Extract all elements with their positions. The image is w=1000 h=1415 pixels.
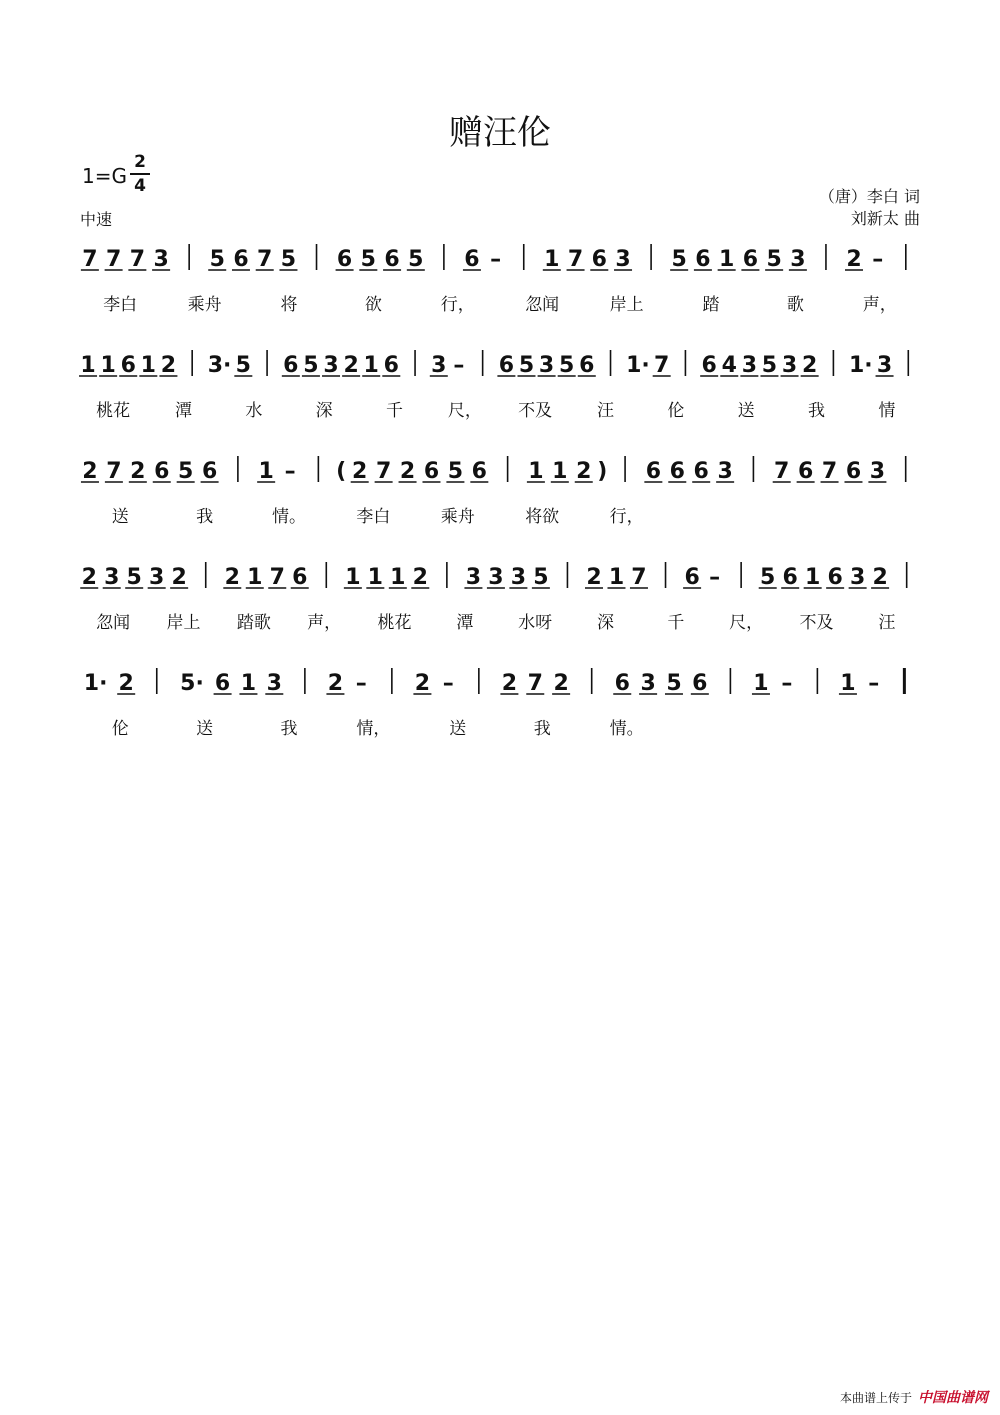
- lyric: 声，: [862, 295, 897, 315]
- note: 3: [431, 353, 447, 378]
- lyric: 情: [878, 401, 896, 421]
- note: 6: [684, 565, 700, 590]
- note: 1: [528, 459, 544, 484]
- note: 3: [849, 565, 866, 590]
- lyric: 尺，: [447, 401, 482, 421]
- note: 7: [567, 247, 584, 272]
- note: 3: [510, 565, 527, 590]
- footer-text: 本曲谱上传于: [839, 1390, 912, 1405]
- note: 6: [695, 247, 711, 272]
- note: 7: [257, 247, 273, 272]
- time-signature-top: 2: [134, 152, 146, 172]
- note: 1·: [848, 353, 873, 378]
- lyric: 送: [111, 507, 129, 527]
- note: 6: [233, 247, 249, 272]
- note: 6: [383, 353, 399, 378]
- lyric: 尺，: [729, 613, 764, 633]
- time-signature-bottom: 4: [134, 176, 146, 196]
- lyric: 不及: [518, 401, 553, 421]
- note: 1: [805, 565, 821, 590]
- note: 2: [553, 671, 569, 696]
- note: 6: [614, 671, 630, 696]
- note: 3: [876, 353, 893, 378]
- site-logo: 中国曲谱网: [918, 1390, 988, 1406]
- lyric: 情。: [272, 507, 306, 527]
- lyric: 将: [280, 295, 298, 315]
- note: 7: [654, 353, 670, 378]
- note: 6: [591, 247, 607, 272]
- note: 6: [692, 671, 708, 696]
- note: 5·: [180, 671, 204, 696]
- lyric: 乘舟: [440, 507, 475, 527]
- dash-note: –: [868, 671, 880, 696]
- lyric: 踏歌: [236, 613, 271, 633]
- note: 5: [559, 353, 575, 378]
- note: 3: [323, 353, 339, 378]
- note: 2: [171, 565, 187, 590]
- note: 2: [327, 671, 344, 696]
- note: 2: [412, 565, 428, 590]
- note: 7: [821, 459, 838, 484]
- note: 6: [292, 565, 308, 590]
- note: 6: [669, 459, 685, 484]
- lyric: 岸上: [609, 295, 644, 315]
- note: 1: [345, 565, 361, 590]
- lyric: 我: [196, 507, 214, 527]
- note: 2: [801, 353, 818, 378]
- note: 5: [235, 353, 251, 378]
- note: 7: [375, 459, 392, 484]
- lyric: 汪: [878, 613, 896, 633]
- footer: [840, 1387, 988, 1407]
- note: 3: [538, 353, 555, 378]
- note: 7: [631, 565, 647, 590]
- note: 5: [303, 353, 319, 378]
- note: 5: [209, 247, 225, 272]
- note: 1: [552, 459, 568, 484]
- lyric: 李白: [356, 507, 391, 527]
- lyric: 送: [737, 401, 755, 421]
- bracket: ): [597, 459, 608, 484]
- dash-note: –: [453, 353, 465, 378]
- note: 6: [214, 671, 231, 696]
- lyric: 水呀: [518, 613, 553, 633]
- note: 7: [527, 671, 543, 696]
- lyric: 乘舟: [187, 295, 222, 315]
- note: 4: [721, 353, 737, 378]
- note: 3·: [207, 353, 232, 378]
- lyric: 声，: [307, 613, 342, 633]
- lyric: 千: [667, 613, 685, 633]
- note: 2: [501, 671, 518, 696]
- lyric: 潭: [175, 401, 192, 421]
- composer-credit: 刘新太 曲: [850, 209, 920, 228]
- note: 2: [224, 565, 240, 590]
- note: 5: [360, 247, 376, 272]
- note: 6: [336, 247, 353, 272]
- note: 5: [671, 247, 687, 272]
- note: 7: [82, 247, 98, 272]
- lyric: 我: [280, 719, 298, 739]
- note: 6: [645, 459, 662, 484]
- note: 1: [363, 353, 379, 378]
- lyric: 千: [386, 401, 403, 421]
- note: 6: [701, 353, 717, 378]
- lyric: 行，: [440, 295, 475, 315]
- note: 1: [140, 353, 156, 378]
- note: 3: [615, 247, 631, 272]
- note: 3: [640, 671, 656, 696]
- note: 6: [120, 353, 136, 378]
- note: 2: [399, 459, 416, 484]
- lyric: 我: [808, 401, 825, 421]
- note: 3: [741, 353, 758, 378]
- note: 5: [518, 353, 535, 378]
- score-line: [79, 350, 908, 421]
- score-line: [81, 456, 906, 527]
- dash-note: –: [872, 247, 884, 272]
- note: 5: [761, 353, 778, 378]
- dash-note: –: [284, 459, 296, 484]
- note: 1: [608, 565, 625, 590]
- note: 6: [693, 459, 709, 484]
- dash-note: –: [781, 671, 793, 696]
- lyricist-credit: （唐）李白 词: [818, 187, 920, 206]
- note: 2: [130, 459, 146, 484]
- note: 2: [586, 565, 602, 590]
- note: 1: [544, 247, 560, 272]
- note: 1: [258, 459, 274, 484]
- note: 6: [742, 247, 759, 272]
- lyric: 李白: [103, 295, 138, 315]
- note: 6: [579, 353, 595, 378]
- lyric: 情，: [356, 719, 391, 739]
- note: 1: [367, 565, 383, 590]
- lyric: 水: [245, 401, 263, 421]
- lyric: 行，: [609, 507, 644, 527]
- dash-note: –: [355, 671, 367, 696]
- song-title: 赠汪伦: [449, 113, 551, 153]
- lyric: 伦: [111, 719, 129, 739]
- note: 3: [717, 459, 733, 484]
- lyric: 送: [196, 719, 214, 739]
- lyric: 桃花: [96, 401, 131, 421]
- note: 1: [100, 353, 116, 378]
- lyric: 深: [597, 613, 614, 633]
- note: 6: [154, 459, 170, 484]
- note: 5: [760, 565, 776, 590]
- note: 6: [283, 353, 299, 378]
- dash-note: –: [442, 671, 454, 696]
- note: 6: [423, 459, 440, 484]
- note: 7: [106, 459, 122, 484]
- lyric: 深: [315, 401, 333, 421]
- note: 3: [869, 459, 886, 484]
- note: 1: [80, 353, 96, 378]
- note: 2: [352, 459, 368, 484]
- note: 3: [488, 565, 504, 590]
- note: 6: [827, 565, 843, 590]
- note: 1: [753, 671, 769, 696]
- note: 3: [153, 247, 169, 272]
- note: 1·: [83, 671, 108, 696]
- lyric: 我: [533, 719, 551, 739]
- lyric: 欲: [364, 295, 382, 315]
- note: 5: [126, 565, 142, 590]
- note: 5: [178, 459, 194, 484]
- lyric: 忽闻: [525, 295, 560, 315]
- note: 6: [782, 565, 798, 590]
- lyric: 不及: [799, 613, 834, 633]
- note: 1: [718, 247, 735, 272]
- note: 2: [81, 565, 97, 590]
- score-line: [81, 244, 906, 315]
- note: 5: [408, 247, 424, 272]
- note: 3: [104, 565, 120, 590]
- note: 2: [343, 353, 359, 378]
- note: 2: [576, 459, 592, 484]
- note: 3: [149, 565, 165, 590]
- note: 2: [82, 459, 98, 484]
- note: 1: [390, 565, 406, 590]
- lyric: 踏: [702, 295, 720, 315]
- note: 5: [666, 671, 682, 696]
- lyric: 忽闻: [96, 613, 131, 633]
- note: 1: [240, 671, 257, 696]
- lyric: 歌: [786, 295, 804, 315]
- note: 2: [872, 565, 888, 590]
- lyric: 潭: [456, 613, 474, 633]
- note: 2: [846, 247, 862, 272]
- note: 2: [160, 353, 177, 378]
- note: 3: [781, 353, 798, 378]
- note: 5: [280, 247, 297, 272]
- tempo-marking: 中速: [80, 210, 113, 229]
- dash-note: –: [490, 247, 502, 272]
- note: 3: [465, 565, 482, 590]
- score-line: [84, 668, 905, 739]
- lyric: 伦: [667, 401, 685, 421]
- note: 7: [269, 565, 285, 590]
- note: 7: [774, 459, 790, 484]
- lyric: 情。: [609, 719, 644, 739]
- note: 5: [533, 565, 549, 590]
- note: 1·: [626, 353, 650, 378]
- lyric: 岸上: [166, 613, 201, 633]
- lyric: 将欲: [525, 507, 560, 527]
- note: 7: [105, 247, 122, 272]
- note: 3: [266, 671, 282, 696]
- lyric: 桃花: [377, 613, 412, 633]
- note: 5: [766, 247, 782, 272]
- note: 3: [790, 247, 806, 272]
- lyric: 汪: [597, 401, 614, 421]
- note: 6: [464, 247, 480, 272]
- note: 7: [129, 247, 146, 272]
- bracket: (: [336, 459, 347, 484]
- note: 6: [498, 353, 515, 378]
- lyric: 送: [449, 719, 467, 739]
- note: 6: [384, 247, 400, 272]
- note: 2: [118, 671, 134, 696]
- note: 6: [797, 459, 814, 484]
- dash-note: –: [709, 565, 721, 590]
- note: 1: [247, 565, 263, 590]
- key-signature: 1=G: [82, 164, 127, 188]
- note: 6: [201, 459, 218, 484]
- note: 6: [471, 459, 487, 484]
- note: 5: [447, 459, 464, 484]
- note: 2: [414, 671, 431, 696]
- note: 6: [845, 459, 862, 484]
- score-line: [80, 562, 906, 633]
- note: 1: [840, 671, 856, 696]
